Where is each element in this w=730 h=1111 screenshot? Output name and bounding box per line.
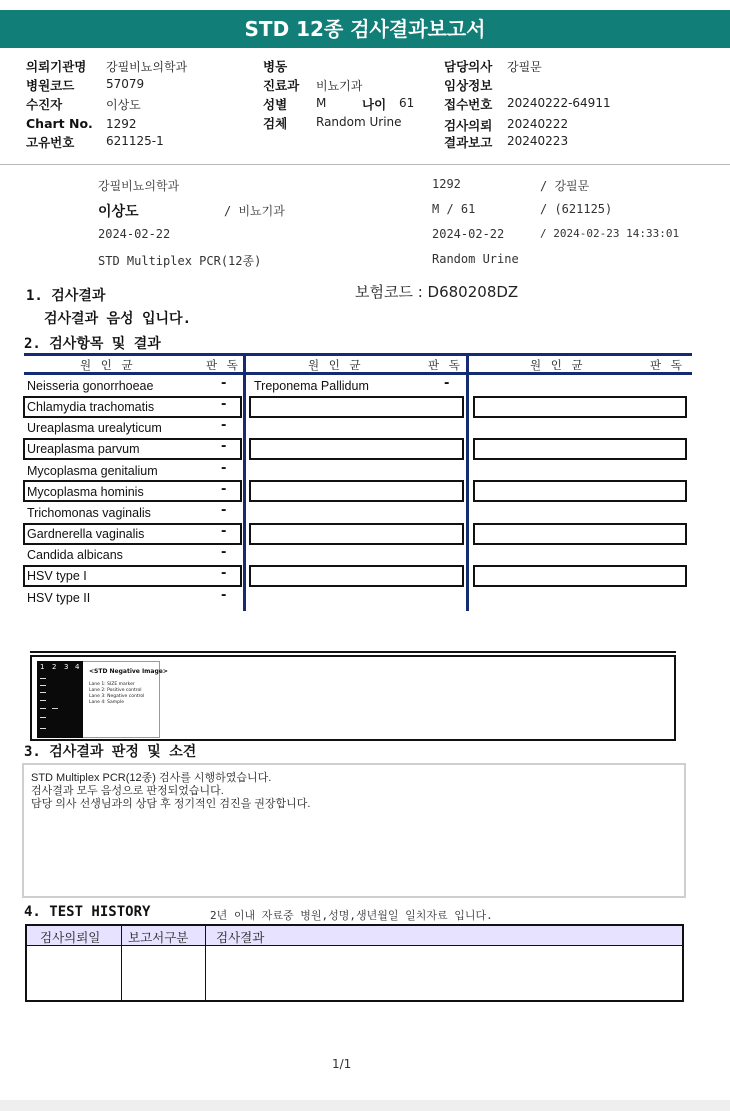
history-col-header: 검사의뢰일 bbox=[40, 930, 101, 945]
label-uid: 고유번호 bbox=[26, 135, 75, 150]
col-organism-header: 원 인 균 bbox=[530, 358, 586, 372]
organism-name: Candida albicans bbox=[27, 548, 123, 562]
col-result-header: 판 독 bbox=[650, 358, 685, 372]
gel-legend-item: Lane 4: Sample bbox=[89, 700, 124, 705]
history-note: 2년 이내 자료중 병원,성명,생년월일 일치자료 입니다. bbox=[210, 909, 493, 922]
row-box bbox=[473, 438, 687, 460]
comment-line: STD Multiplex PCR(12종) 검사를 시행하였습니다. bbox=[31, 772, 272, 784]
comment-line: 검사결과 모두 음성으로 판정되었습니다. bbox=[31, 785, 224, 797]
section-3-heading: 3. 검사결과 판정 및 소견 bbox=[24, 744, 197, 760]
row-box bbox=[249, 480, 464, 502]
gel-band bbox=[40, 708, 46, 709]
summary-specimen: Random Urine bbox=[432, 252, 519, 266]
organism-result: - bbox=[221, 482, 227, 497]
organism-name: Treponema Pallidum bbox=[254, 379, 369, 393]
organism-result: - bbox=[221, 588, 227, 603]
section-1-heading: 1. 검사결과 bbox=[26, 288, 106, 304]
divider bbox=[0, 164, 730, 165]
gel-band bbox=[40, 700, 46, 701]
table-top-rule bbox=[24, 353, 692, 356]
label-doctor: 담당의사 bbox=[444, 59, 493, 74]
row-box bbox=[473, 396, 687, 418]
summary-hospital: 강필비뇨의학과 bbox=[98, 179, 180, 193]
organism-result: - bbox=[221, 418, 227, 433]
value-hospital-code: 57079 bbox=[106, 77, 145, 91]
organism-name: Ureaplasma urealyticum bbox=[27, 421, 162, 435]
organism-name: HSV type I bbox=[27, 569, 87, 583]
gel-band bbox=[40, 728, 46, 729]
label-age: 나이 bbox=[362, 97, 387, 112]
gel-band bbox=[40, 717, 46, 718]
gel-band bbox=[52, 708, 58, 709]
label-specimen: 검체 bbox=[263, 116, 288, 131]
history-col-divider bbox=[205, 926, 206, 1000]
gel-title: <STD Negative Image> bbox=[89, 668, 168, 675]
label-receipt: 접수번호 bbox=[444, 97, 493, 112]
summary-date-2: 2024-02-22 bbox=[432, 227, 505, 241]
label-hospital: 의뢰기관명 bbox=[26, 59, 87, 74]
value-specimen: Random Urine bbox=[316, 115, 402, 129]
value-doctor: 강필문 bbox=[507, 60, 542, 74]
table-col-divider bbox=[243, 353, 246, 611]
page-number: 1/1 bbox=[332, 1057, 352, 1071]
col-result-header: 판 독 bbox=[428, 358, 463, 372]
organism-name: Mycoplasma genitalium bbox=[27, 464, 158, 478]
label-report: 결과보고 bbox=[444, 135, 493, 150]
row-box bbox=[249, 438, 464, 460]
row-box bbox=[249, 396, 464, 418]
organism-result: - bbox=[221, 397, 227, 412]
summary-patient: 이상도 bbox=[98, 204, 139, 220]
row-box bbox=[473, 480, 687, 502]
section-4-heading: 4. TEST HISTORY bbox=[24, 904, 151, 920]
gel-band bbox=[40, 678, 46, 679]
row-box bbox=[249, 565, 464, 587]
col-result-header: 판 독 bbox=[206, 358, 241, 372]
gel-band bbox=[40, 692, 46, 693]
gel-band bbox=[40, 685, 46, 686]
organism-name: Gardnerella vaginalis bbox=[27, 527, 145, 541]
section-2-heading: 2. 검사항목 및 결과 bbox=[24, 336, 161, 352]
value-dept: 비뇨기과 bbox=[316, 79, 363, 93]
history-col-header: 검사결과 bbox=[216, 930, 265, 945]
organism-result: - bbox=[221, 545, 227, 560]
organism-name: Chlamydia trachomatis bbox=[27, 400, 155, 414]
organism-name: HSV type II bbox=[27, 591, 91, 605]
organism-result: - bbox=[221, 461, 227, 476]
gel-legend-item: Lane 3: Negative control bbox=[89, 694, 145, 699]
col-organism-header: 원 인 균 bbox=[308, 358, 364, 372]
value-sex: M bbox=[316, 96, 327, 110]
label-dept: 진료과 bbox=[263, 78, 300, 93]
organism-result: - bbox=[221, 503, 227, 518]
row-box bbox=[473, 523, 687, 545]
summary-test: STD Multiplex PCR(12종) bbox=[98, 254, 262, 268]
col-organism-header: 원 인 균 bbox=[80, 358, 136, 372]
value-uid: 621125-1 bbox=[106, 134, 164, 148]
gel-lane-label: 2 bbox=[52, 663, 57, 671]
gel-top-rule bbox=[30, 651, 676, 653]
organism-name: Trichomonas vaginalis bbox=[27, 506, 151, 520]
footer-band bbox=[0, 1100, 730, 1111]
summary-date-1: 2024-02-22 bbox=[98, 227, 171, 241]
history-col-divider bbox=[121, 926, 122, 1000]
value-chart: 1292 bbox=[106, 117, 137, 131]
gel-lane-label: 4 bbox=[75, 663, 80, 671]
value-hospital: 강필비뇨의학과 bbox=[106, 60, 188, 74]
label-chart: Chart No. bbox=[26, 116, 93, 131]
label-request: 검사의뢰 bbox=[444, 118, 493, 133]
organism-result: - bbox=[221, 439, 227, 454]
organism-result: - bbox=[444, 376, 450, 391]
gel-legend-item: Lane 2: Positive control bbox=[89, 688, 142, 693]
summary-doctor: / 강필문 bbox=[540, 179, 590, 193]
report-title: STD 12종 검사결과보고서 bbox=[244, 17, 486, 41]
value-age: 61 bbox=[399, 96, 415, 110]
comment-line: 담당 의사 선생님과의 상담 후 정기적인 검진을 권장합니다. bbox=[31, 798, 311, 810]
summary-birth: / (621125) bbox=[540, 202, 613, 216]
organism-name: Neisseria gonorrhoeae bbox=[27, 379, 154, 393]
value-receipt: 20240222-64911 bbox=[507, 96, 611, 110]
history-col-header: 보고서구분 bbox=[128, 930, 189, 945]
label-ward: 병동 bbox=[263, 59, 288, 74]
summary-sex-age: M / 61 bbox=[432, 202, 476, 216]
table-col-divider bbox=[466, 353, 469, 611]
row-box bbox=[249, 523, 464, 545]
summary-dept: / 비뇨기과 bbox=[224, 204, 285, 218]
row-box bbox=[473, 565, 687, 587]
summary-chart: 1292 bbox=[432, 177, 461, 191]
organism-name: Mycoplasma hominis bbox=[27, 485, 144, 499]
value-report: 20240223 bbox=[507, 134, 569, 148]
organism-result: - bbox=[221, 566, 227, 581]
summary-datetime: / 2024-02-23 14:33:01 bbox=[540, 227, 680, 240]
history-header-row bbox=[27, 926, 682, 946]
label-patient: 수진자 bbox=[26, 97, 63, 112]
organism-result: - bbox=[221, 524, 227, 539]
organism-result: - bbox=[221, 376, 227, 391]
gel-lane-label: 3 bbox=[64, 663, 69, 671]
gel-lane-label: 1 bbox=[40, 663, 45, 671]
value-patient: 이상도 bbox=[106, 98, 141, 112]
label-hospital-code: 병원코드 bbox=[26, 78, 75, 93]
overall-result: 검사결과 음성 입니다. bbox=[44, 311, 192, 327]
label-sex: 성별 bbox=[263, 97, 288, 112]
label-clinical: 임상정보 bbox=[444, 78, 493, 93]
value-request: 20240222 bbox=[507, 117, 569, 131]
insurance-code: 보험코드 : D680208DZ bbox=[355, 283, 519, 301]
organism-name: Ureaplasma parvum bbox=[27, 442, 140, 456]
gel-legend-item: Lane 1: SIZE marker bbox=[89, 682, 135, 687]
